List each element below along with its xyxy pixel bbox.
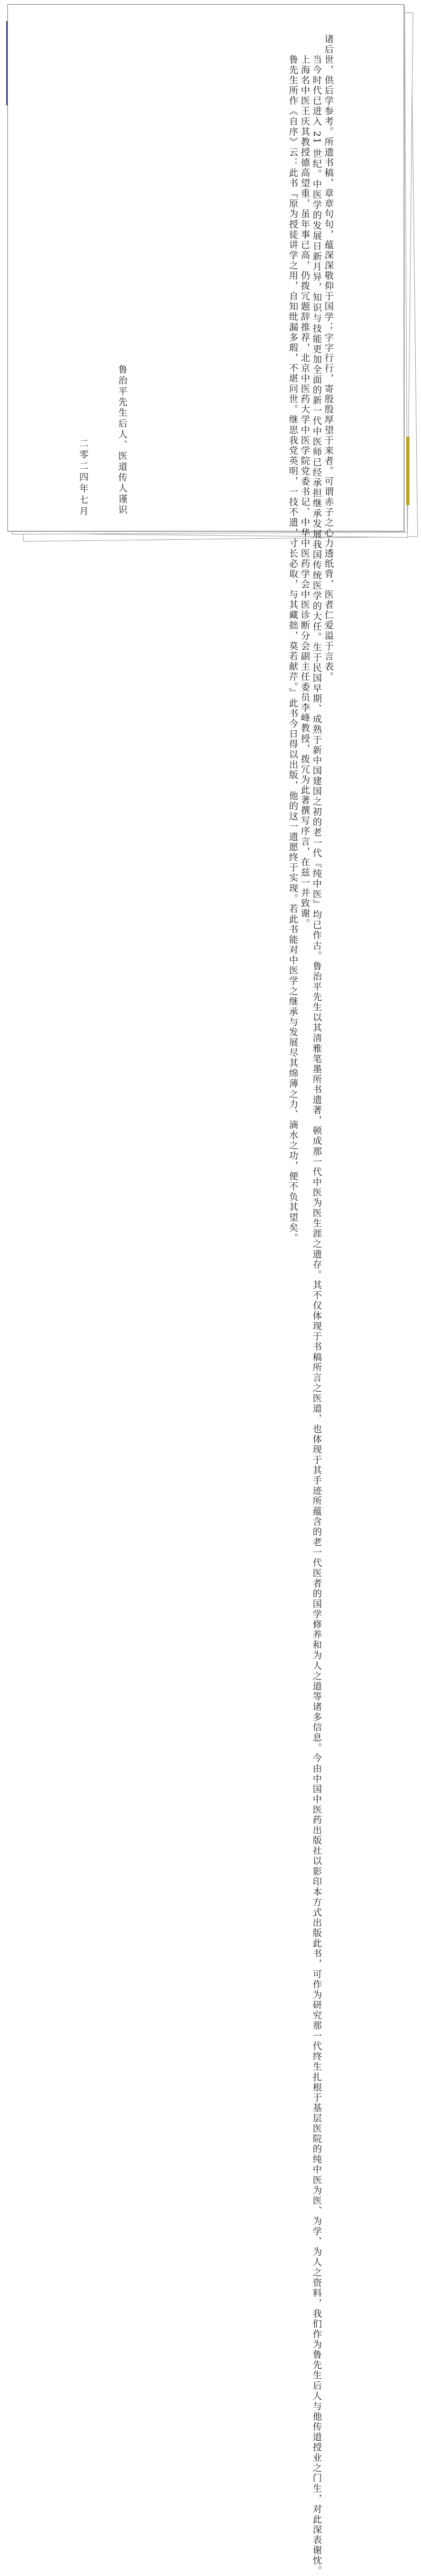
document-page bbox=[7, 4, 404, 2576]
paragraph-acknowledgement: 上海名中医王庆其教授德高望重，虽年事已高，仍拨冗题辞推荐，北京中医药大学中医学院党委书记、中华中医药学会中医诊断分会副主任委员李峰教授，拨冗为此著撰写序言，在兹一并致谢。 bbox=[299, 34, 310, 929]
signature: 鲁治平先生后人、医道传人谨识 bbox=[117, 365, 127, 516]
paragraph-continuation: 诸后世，供后学参考。所遗书稿，章章句句，蕴深深敬仰于国学；字字行行，寄殷殷厚望于来者。可谓赤子之心力透纸背，医者仁爱溢于言表。 bbox=[323, 34, 334, 682]
book-cover-edge-right bbox=[406, 437, 409, 505]
paragraph-self-preface-quote: 鲁先生所作《自序》云：此书『原为授徒讲学之用，自知纰漏多瑕，不堪问世。继思我党英明，一技不遗，寸长必取，与其藏拙，莫若献芹。』此书今日得以出版，他的这一遗愿终于实现。若此书能对中医学之继承与发展尽其绵薄之力、滴水之功，便不负其望矣。 bbox=[287, 34, 298, 1244]
paragraph-modern-era: 当今时代已进入 21 世纪。中医学的发展日新月异，知识与技能更加全面的新一代中医师已经承担继承发展我国传统医学的大任。生于民国早期、成熟于新中国建国之初的老一代『纯中医』均已作古。鲁治平先生以其清雅笔墨所书遗著，顿成那一代中医为医生涯之遗存。其不仅体现于书稿所言之医道，也体现于其手迹所蕴含的老一代医者的国学修养和为人之道等诸多信息。今由中国中医药出版社以影印本方式出版此书，可作为研究那一代终生扎根于基层医院的纯中医为医、为学、为人之资料，我们作为鲁先生后人与他传道授业之门生，对此深表谢忱。 bbox=[311, 34, 322, 2576]
postscript-body bbox=[287, 34, 334, 2576]
date: 二零二四年七月 bbox=[78, 438, 88, 518]
